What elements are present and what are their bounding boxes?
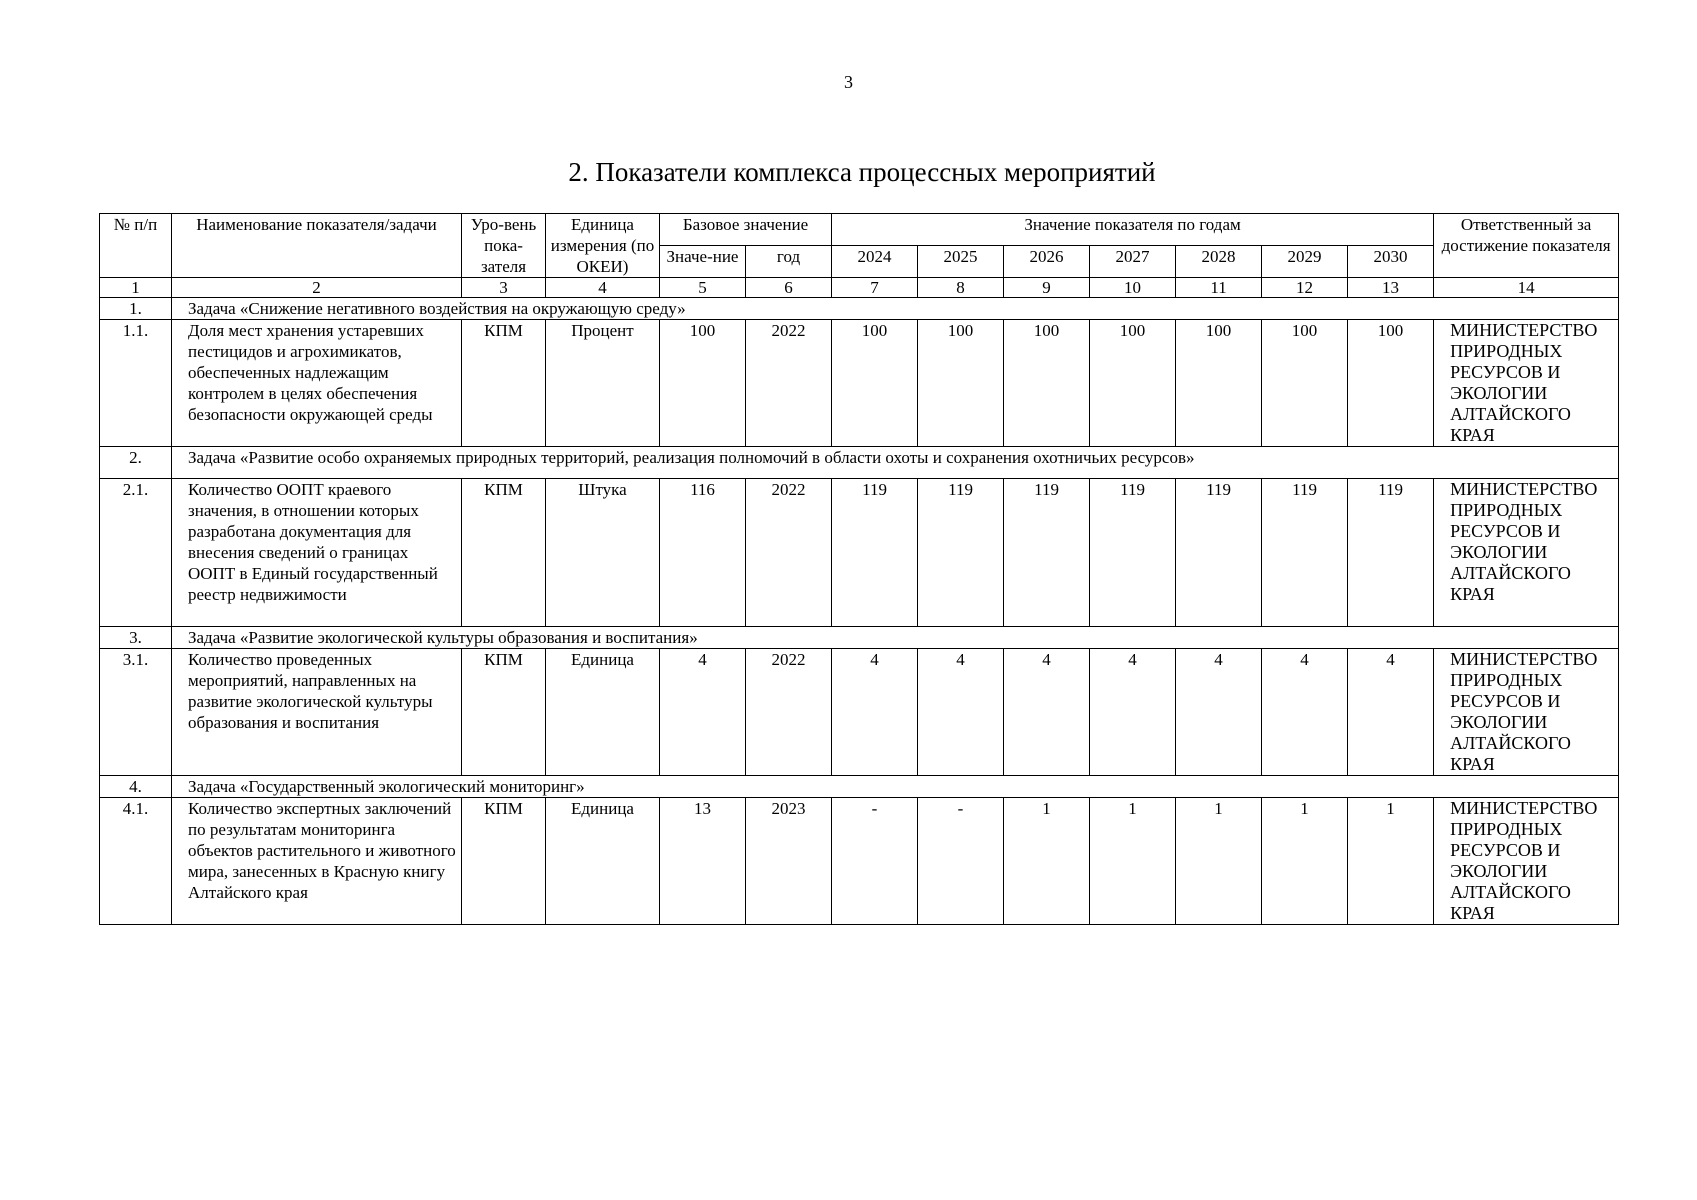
- indicator-year-value: 4: [1090, 649, 1176, 776]
- indicator-row: [100, 649, 1619, 776]
- indicator-base-value: 13: [660, 798, 746, 925]
- indicator-year-value: 1: [1262, 798, 1348, 925]
- indicator-year-value: 119: [1176, 479, 1262, 627]
- task-number: 1.: [100, 298, 172, 320]
- task-row: [100, 627, 1619, 649]
- header-name: Наименование показателя/задачи: [172, 214, 462, 278]
- indicator-base-year: 2023: [746, 798, 832, 925]
- page-number: 3: [844, 72, 853, 92]
- column-number: 12: [1262, 278, 1348, 298]
- header-num: № п/п: [100, 214, 172, 278]
- indicator-year-value: 100: [1262, 320, 1348, 447]
- indicator-year-value: 100: [1176, 320, 1262, 447]
- indicator-year-value: 119: [1090, 479, 1176, 627]
- indicator-number: 3.1.: [100, 649, 172, 776]
- indicator-year-value: 119: [918, 479, 1004, 627]
- indicator-responsible: МИНИСТЕРСТВО ПРИРОДНЫХ РЕСУРСОВ И ЭКОЛОГИИ АЛТАЙСКОГО КРАЯ: [1434, 798, 1619, 925]
- indicator-name: Количество ООПТ краевого значения, в отношении которых разработана документация для внесения сведений о границах ООПТ в Единый государственный реестр недвижимости: [172, 479, 462, 627]
- indicator-responsible: МИНИСТЕРСТВО ПРИРОДНЫХ РЕСУРСОВ И ЭКОЛОГИИ АЛТАЙСКОГО КРАЯ: [1434, 649, 1619, 776]
- header-unit: Единица измерения (по ОКЕИ): [546, 214, 660, 278]
- indicator-year-value: -: [832, 798, 918, 925]
- column-number: 7: [832, 278, 918, 298]
- indicator-unit: Штука: [546, 479, 660, 627]
- header-base-value: Значе-ние: [660, 246, 746, 278]
- indicator-unit: Единица: [546, 649, 660, 776]
- indicator-base-value: 100: [660, 320, 746, 447]
- indicator-number: 4.1.: [100, 798, 172, 925]
- indicator-year-value: 100: [1004, 320, 1090, 447]
- indicator-year-value: 4: [832, 649, 918, 776]
- indicator-year-value: 119: [1004, 479, 1090, 627]
- column-number: 9: [1004, 278, 1090, 298]
- indicator-year-value: 119: [1262, 479, 1348, 627]
- indicator-level: КПМ: [462, 479, 546, 627]
- header-base-year: год: [746, 246, 832, 278]
- indicator-unit: Единица: [546, 798, 660, 925]
- header-year: 2028: [1176, 246, 1262, 278]
- column-number: 4: [546, 278, 660, 298]
- indicator-year-value: 100: [918, 320, 1004, 447]
- indicator-year-value: -: [918, 798, 1004, 925]
- indicator-year-value: 1: [1176, 798, 1262, 925]
- indicator-unit: Процент: [546, 320, 660, 447]
- task-number: 2.: [100, 447, 172, 479]
- indicator-year-value: 1: [1090, 798, 1176, 925]
- indicator-base-year: 2022: [746, 479, 832, 627]
- indicator-year-value: 4: [1262, 649, 1348, 776]
- column-number: 6: [746, 278, 832, 298]
- indicator-year-value: 119: [832, 479, 918, 627]
- page-title: 2. Показатели комплекса процессных мероприятий: [568, 157, 1156, 187]
- header-row-1: [100, 214, 1619, 246]
- column-numbers-row: [100, 278, 1619, 298]
- header-years-group: Значение показателя по годам: [832, 214, 1434, 246]
- indicator-name: Доля мест хранения устаревших пестицидов и агрохимикатов, обеспеченных надлежащим контролем в целях обеспечения безопасности окружающей среды: [172, 320, 462, 447]
- header-year: 2027: [1090, 246, 1176, 278]
- column-number: 11: [1176, 278, 1262, 298]
- indicator-name: Количество проведенных мероприятий, направленных на развитие экологической культуры образования и воспитания: [172, 649, 462, 776]
- indicator-year-value: 119: [1348, 479, 1434, 627]
- column-number: 13: [1348, 278, 1434, 298]
- indicator-responsible: МИНИСТЕРСТВО ПРИРОДНЫХ РЕСУРСОВ И ЭКОЛОГИИ АЛТАЙСКОГО КРАЯ: [1434, 479, 1619, 627]
- indicator-year-value: 100: [1348, 320, 1434, 447]
- indicator-year-value: 4: [1176, 649, 1262, 776]
- task-row: [100, 776, 1619, 798]
- task-title: Задача «Снижение негативного воздействия на окружающую среду»: [172, 298, 1619, 320]
- column-number: 2: [172, 278, 462, 298]
- indicator-base-value: 4: [660, 649, 746, 776]
- indicator-row: [100, 798, 1619, 925]
- task-title: Задача «Развитие экологической культуры образования и воспитания»: [172, 627, 1619, 649]
- indicator-year-value: 4: [1004, 649, 1090, 776]
- indicator-year-value: 100: [1090, 320, 1176, 447]
- column-number: 8: [918, 278, 1004, 298]
- indicator-responsible: МИНИСТЕРСТВО ПРИРОДНЫХ РЕСУРСОВ И ЭКОЛОГИИ АЛТАЙСКОГО КРАЯ: [1434, 320, 1619, 447]
- indicator-row: [100, 320, 1619, 447]
- task-row: [100, 298, 1619, 320]
- indicator-level: КПМ: [462, 320, 546, 447]
- header-responsible: Ответственный за достижение показателя: [1434, 214, 1619, 278]
- task-row: [100, 447, 1619, 479]
- header-year: 2029: [1262, 246, 1348, 278]
- column-number: 14: [1434, 278, 1619, 298]
- indicator-number: 1.1.: [100, 320, 172, 447]
- indicator-level: КПМ: [462, 649, 546, 776]
- column-number: 3: [462, 278, 546, 298]
- indicators-table: [99, 213, 1619, 925]
- column-number: 10: [1090, 278, 1176, 298]
- indicator-row: [100, 479, 1619, 627]
- column-number: 5: [660, 278, 746, 298]
- header-year: 2025: [918, 246, 1004, 278]
- indicator-name: Количество экспертных заключений по результатам мониторинга объектов растительного и животного мира, занесенных в Красную книгу Алтайского края: [172, 798, 462, 925]
- header-year: 2030: [1348, 246, 1434, 278]
- task-title: Задача «Государственный экологический мониторинг»: [172, 776, 1619, 798]
- header-year: 2024: [832, 246, 918, 278]
- indicator-base-year: 2022: [746, 649, 832, 776]
- indicator-year-value: 1: [1348, 798, 1434, 925]
- indicator-year-value: 4: [918, 649, 1004, 776]
- indicator-year-value: 4: [1348, 649, 1434, 776]
- indicator-number: 2.1.: [100, 479, 172, 627]
- indicator-year-value: 1: [1004, 798, 1090, 925]
- header-year: 2026: [1004, 246, 1090, 278]
- column-number: 1: [100, 278, 172, 298]
- indicator-year-value: 100: [832, 320, 918, 447]
- header-base-group: Базовое значение: [660, 214, 832, 246]
- task-number: 3.: [100, 627, 172, 649]
- indicator-base-value: 116: [660, 479, 746, 627]
- indicator-base-year: 2022: [746, 320, 832, 447]
- indicator-level: КПМ: [462, 798, 546, 925]
- header-level: Уро-вень пока-зателя: [462, 214, 546, 278]
- task-title: Задача «Развитие особо охраняемых природных территорий, реализация полномочий в области охоты и сохранения охотничьих ресурсов»: [172, 447, 1619, 479]
- task-number: 4.: [100, 776, 172, 798]
